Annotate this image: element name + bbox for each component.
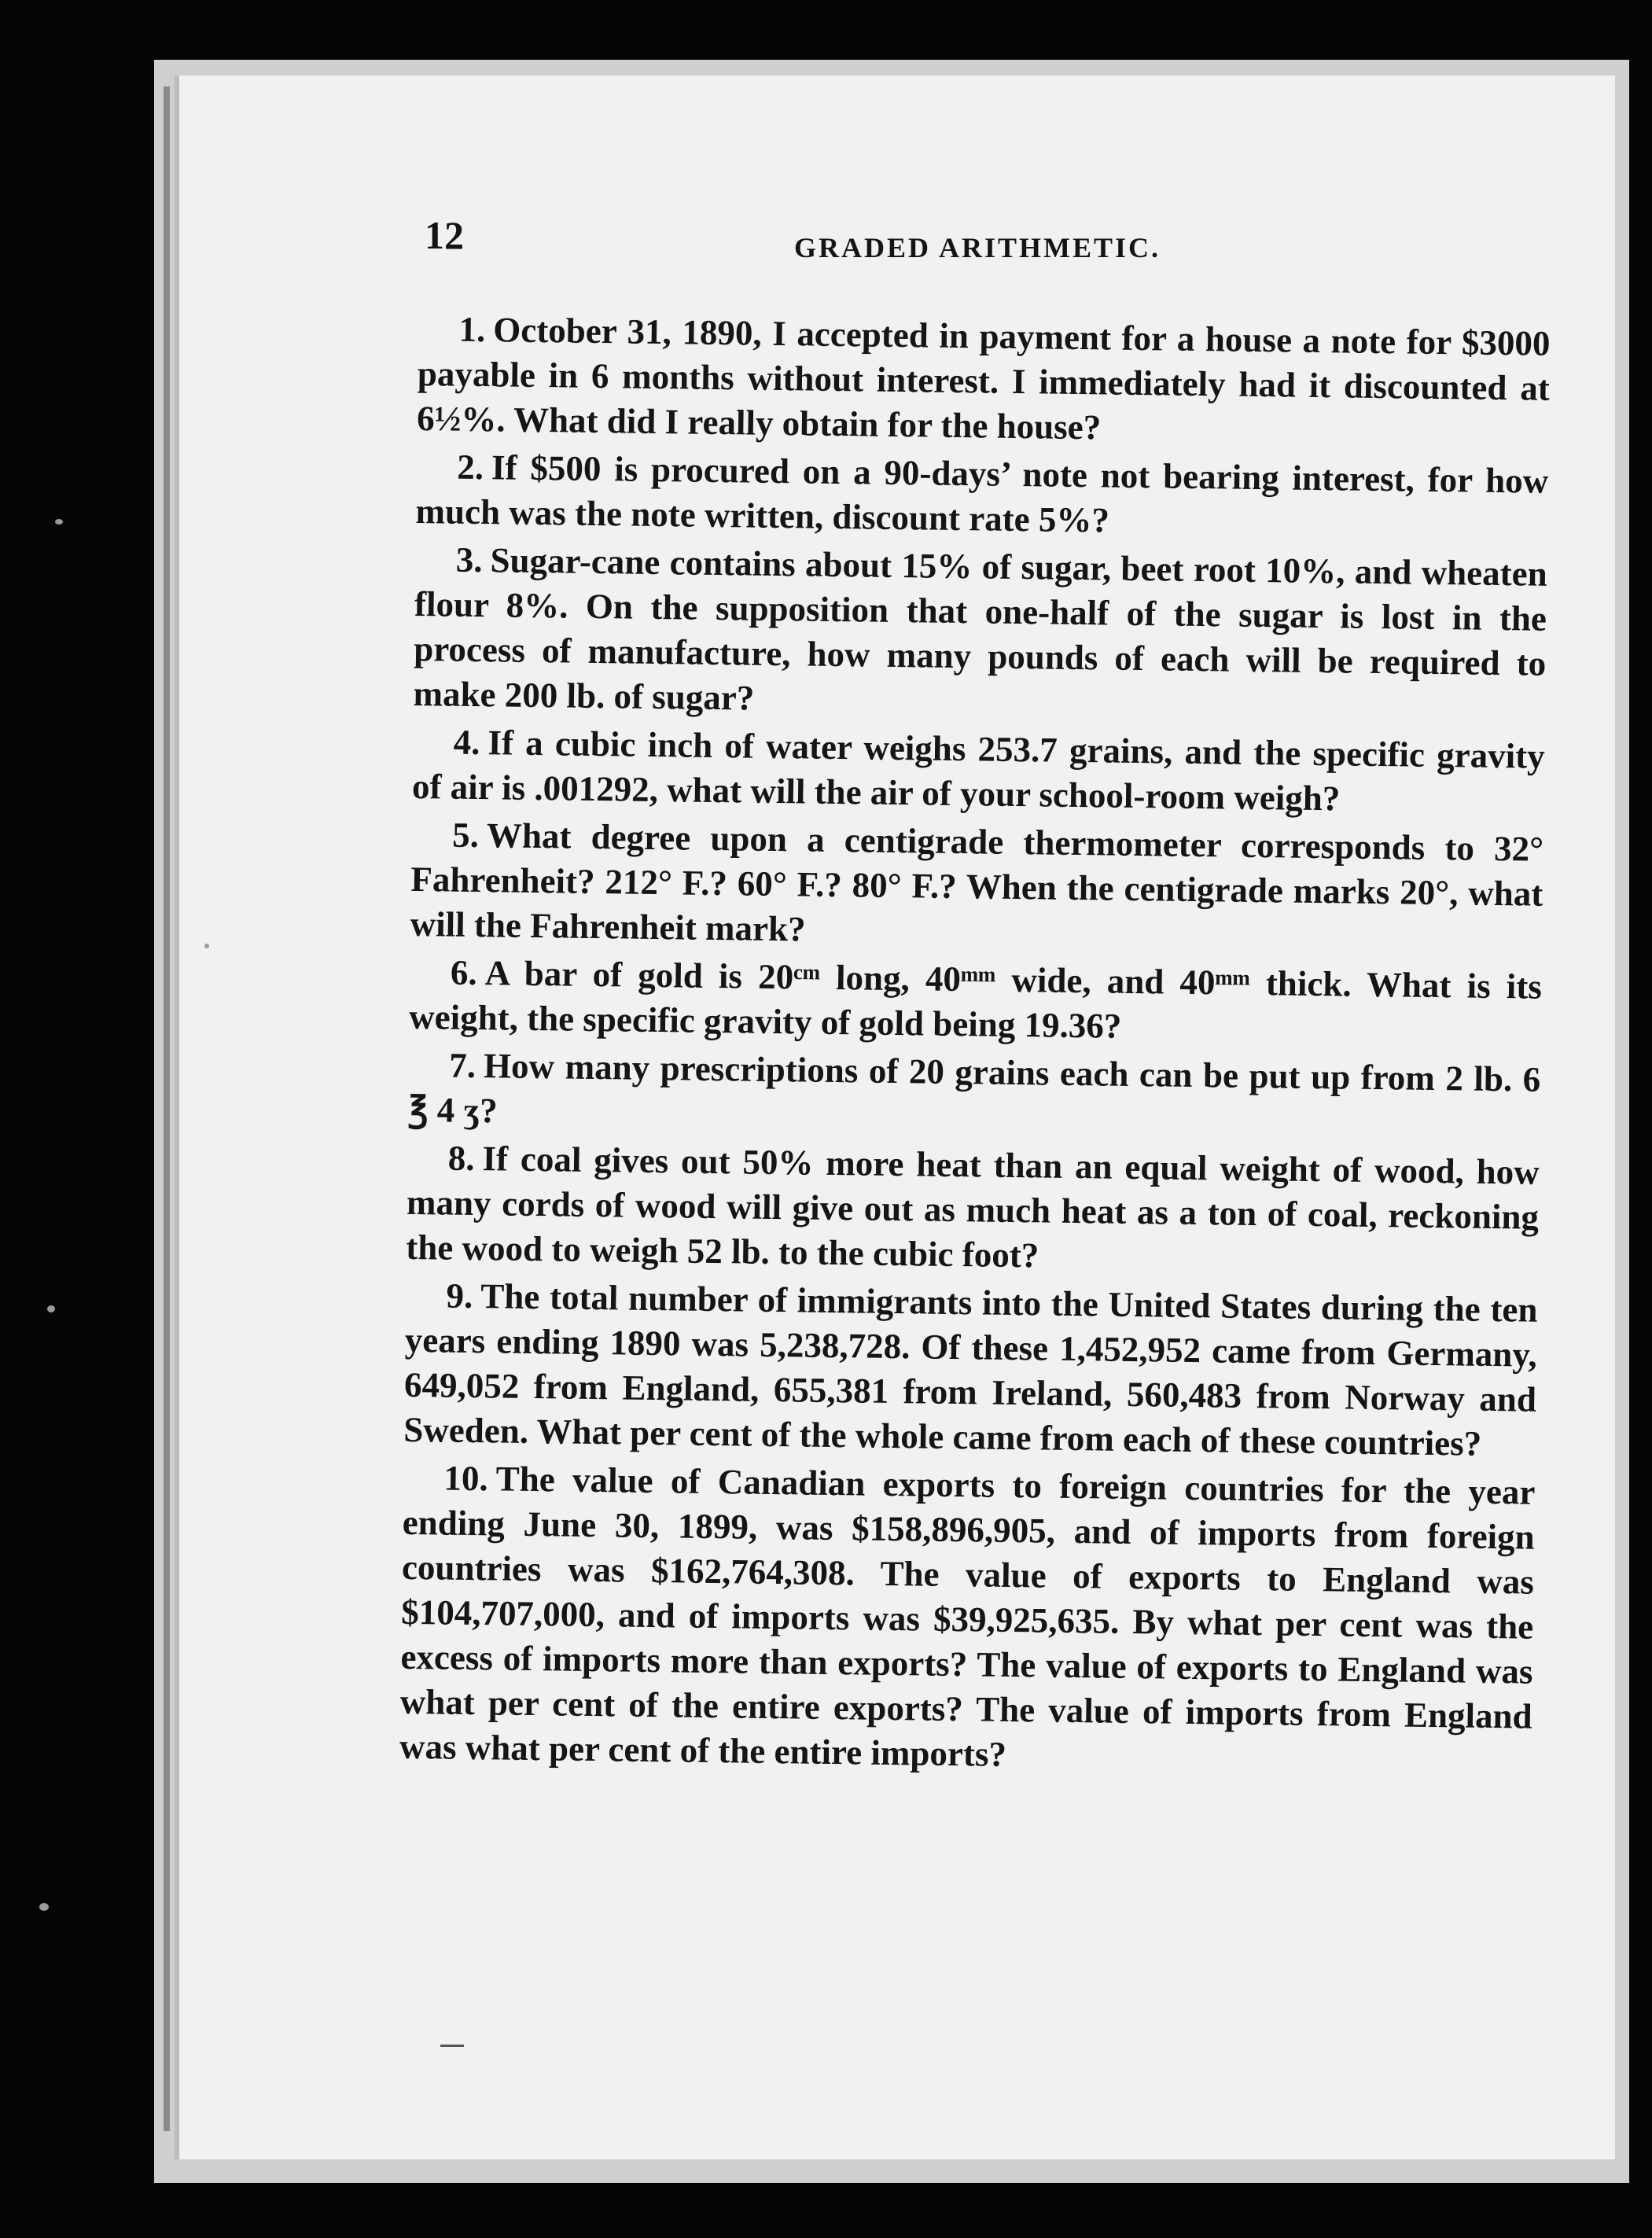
problem-8 [406,1136,1540,1285]
problem-number: 2. [457,447,484,488]
problem-text: If $500 is procured on a 90-days’ note not bearing interest, for how much was the note written, discount rate 5%? [415,447,1549,540]
problem-text: The value of Canadian exports to foreign countries for the year ending June 30, 1899, was $158,896,905, and of imports from foreign countries was $162,764,308. The value of exports to England was $104,707,000, and of imports was $39,925,635. By what per cent was the excess of imports more than exports? The value of exports to England was what per cent of the entire exports? The value of imports from England was what per cent of the entire imports? [399,1459,1536,1774]
problem-text: The total number of immigrants into the United States during the ten years ending 1890 was 5,238,728. Of these 1,452,952 came from Germany, 649,052 from England, 655,381 from Ireland, 560,483 from Norway and Sweden. What per cent of the whole came from each of these countries? [403,1276,1538,1463]
problem-number: 3. [455,539,483,580]
page-header [425,212,1541,275]
problem-list [399,307,1551,1787]
problem-10 [399,1456,1536,1784]
problem-text: If a cubic inch of water weighs 253.7 grains, and the specific gravity of air is .001292, what will the air of your school-room weigh? [411,723,1545,819]
running-title: GRADED ARITHMETIC. [794,232,1161,263]
problem-number: 6. [450,952,477,993]
problem-number: 7. [449,1045,476,1086]
printer-mark [440,2045,464,2047]
problem-3 [413,537,1547,731]
scan-speck [55,519,63,525]
problem-text: Sugar-cane contains about 15% of sugar, beet root 10%, and wheaten flour 8%. On the supposition that one-half of the sugar is lost in the process of manufacture, how many pounds of each will be required to make 200 lb. of sugar? [413,540,1548,718]
problem-4 [412,720,1545,824]
page-number: 12 [425,213,464,257]
problem-9 [403,1273,1538,1467]
problem-5 [410,812,1543,962]
scan-speck [39,1903,49,1911]
scan-speck [47,1305,55,1312]
page-edge [164,87,170,2131]
problem-2 [415,444,1548,549]
problem-number: 10. [443,1458,489,1499]
problem-7 [407,1043,1540,1147]
problem-text: October 31, 1890, I accepted in payment for a house a note for $3000 payable in 6 months without interest. I immediately had it discounted at 6½%. What did I really obtain for the house? [416,310,1551,447]
problem-number: 5. [451,815,480,856]
problem-number: 9. [446,1275,473,1316]
scan-speck [204,944,209,948]
problem-1 [417,307,1551,456]
problem-text: If coal gives out 50% more heat than an equal weight of wood, how many cords of wood will give out as much heat as a ton of coal, reckoning the wood to weigh 52 lb. to the cubic foot? [406,1139,1540,1275]
problem-number: 8. [447,1138,475,1179]
problem-number: 4. [453,722,480,763]
problem-text: How many prescriptions of 20 grains each can be put up from 2 lb. 6 ℥ 4 ʒ? [407,1046,1541,1131]
problem-text: What degree upon a centigrade thermometer corresponds to 32° Fahrenheit? 212° F.? 60° F.? 80° F.? When the centigrade marks 20°, what will the Fahrenheit mark? [410,815,1544,949]
problem-number: 1. [458,309,486,350]
problem-6 [409,950,1542,1055]
problem-text: A bar of gold is 20ᶜᵐ long, 40ᵐᵐ wide, and 40ᵐᵐ thick. What is its weight, the specific gravity of gold being 19.36? [408,953,1543,1046]
